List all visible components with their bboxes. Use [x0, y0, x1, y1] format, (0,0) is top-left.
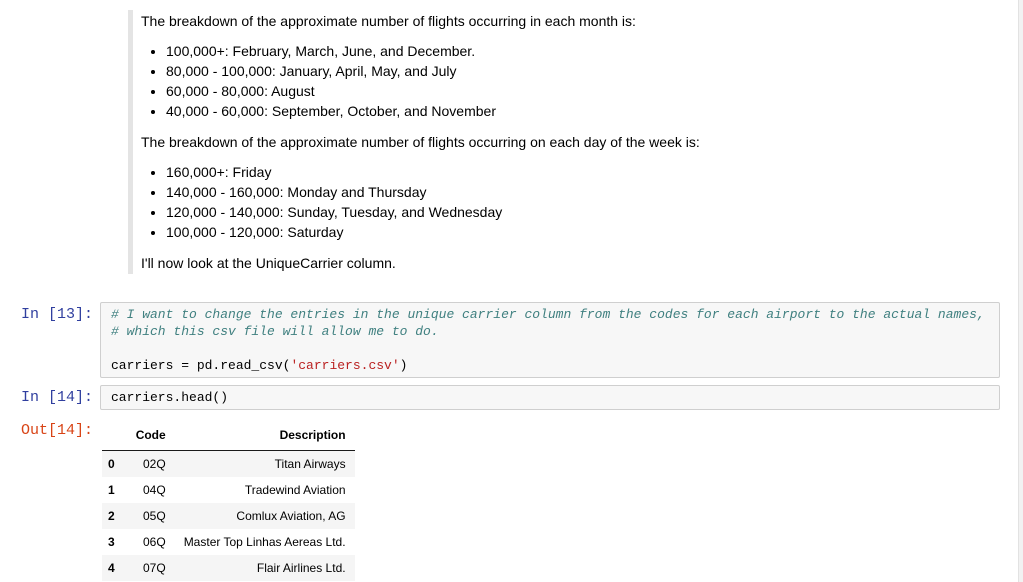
code-input-13[interactable] [100, 302, 1000, 378]
code-text: carriers = pd.read_csv( [111, 358, 291, 373]
code-text: ) [399, 358, 408, 373]
cell-code: 07Q [143, 561, 166, 575]
cell-code: 05Q [143, 509, 166, 523]
output-prompt-14: Out[14]: [20, 422, 93, 439]
row-index: 2 [108, 509, 115, 523]
row-index: 4 [108, 561, 115, 575]
row-index: 3 [108, 535, 115, 549]
cell-code: 04Q [143, 483, 166, 497]
column-header-code: Code [127, 420, 175, 451]
vertical-scrollbar-track[interactable] [1018, 0, 1023, 582]
code-blank-line [111, 340, 989, 357]
table-row [102, 555, 355, 581]
list-item: • 140,000 - 160,000: Monday and Thursday [166, 183, 700, 202]
list-item: • 160,000+: Friday [166, 163, 700, 182]
row-index: 1 [108, 483, 115, 497]
markdown-cell[interactable] [0, 10, 1023, 274]
list-item: • 100,000+: February, March, June, and December. [166, 42, 700, 61]
cell-description: Comlux Aviation, AG [236, 509, 346, 523]
index-column-header [102, 420, 127, 451]
cell-description: Flair Airlines Ltd. [256, 561, 346, 575]
cell-code: 06Q [143, 535, 166, 549]
markdown-paragraph-months: The breakdown of the approximate number of flights occurring in each month is: [141, 13, 636, 29]
list-item: • 120,000 - 140,000: Sunday, Tuesday, and Wednesday [166, 203, 700, 222]
code-comment-line: # which this csv file will allow me to do. [111, 324, 439, 339]
input-prompt-13: In [13]: [20, 306, 93, 323]
table-row [102, 529, 355, 555]
table-row [102, 477, 355, 503]
code-cell-14 [0, 385, 1023, 410]
weekdays-bullet-list [141, 163, 700, 242]
cell-description: Titan Airways [274, 457, 346, 471]
code-input-14[interactable] [100, 385, 1000, 410]
code-cell-13 [0, 302, 1023, 378]
markdown-prompt-spacer [0, 10, 128, 274]
table-row [102, 503, 355, 529]
cell-code: 02Q [143, 457, 166, 471]
column-header-description: Description [175, 420, 355, 451]
table-row [102, 451, 355, 478]
code-line [111, 357, 989, 374]
dataframe-table [102, 420, 355, 581]
markdown-paragraph-next-step: I'll now look at the UniqueCarrier column. [141, 255, 396, 271]
cell-description: Master Top Linhas Aereas Ltd. [183, 535, 346, 549]
list-item: • 100,000 - 120,000: Saturday [166, 223, 700, 242]
markdown-blockquote [128, 10, 700, 274]
list-item: • 80,000 - 100,000: January, April, May, and July [166, 62, 700, 81]
output-cell-14 [0, 418, 1023, 581]
list-item: • 40,000 - 60,000: September, October, and November [166, 102, 700, 121]
markdown-paragraph-weekdays: The breakdown of the approximate number of flights occurring on each day of the week is: [141, 134, 700, 150]
input-prompt-14: In [14]: [20, 389, 93, 406]
months-bullet-list [141, 42, 700, 121]
code-string-literal: 'carriers.csv' [290, 358, 400, 373]
row-index: 0 [108, 457, 115, 471]
output-area [100, 418, 1023, 581]
cell-description: Tradewind Aviation [244, 483, 346, 497]
list-item: • 60,000 - 80,000: August [166, 82, 700, 101]
code-comment-line: # I want to change the entries in the unique carrier column from the codes for each airport to the actual names, [111, 307, 985, 322]
code-line: carriers.head() [111, 390, 229, 405]
table-header-row [102, 420, 355, 451]
